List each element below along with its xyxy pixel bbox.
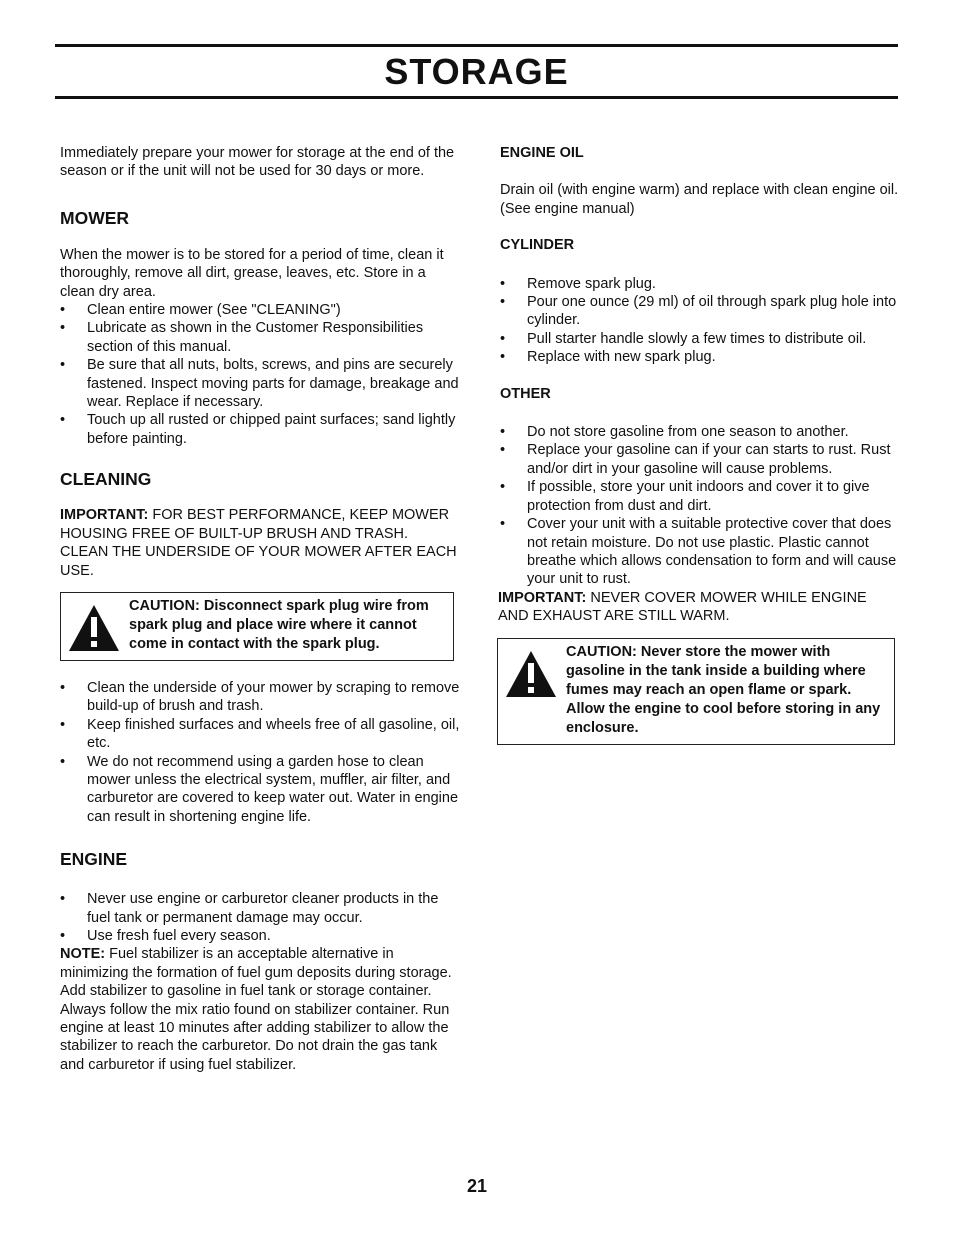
right-column [500,144,900,745]
important-text: FOR BEST PERFORMANCE, KEEP MOWER HOUSING FREE OF BUILT-UP BRUSH AND TRASH. CLEAN THE UNDERSIDE OF YOUR MOWER AFTER EACH USE. [60,507,457,579]
cylinder-heading: CYLINDER [500,237,575,254]
list-item: • If possible, store your unit indoors and cover it to give protection from dust and dirt. [500,478,900,515]
page-title: STORAGE [384,51,569,92]
list-item: • Remove spark plug. [500,275,900,293]
mower-text: When the mower is to be stored for a period of time, clean it thoroughly, remove all dirt, grease, leaves, etc. Store in a clean dry area. [60,246,444,300]
mower-list [60,301,460,448]
page-number: 21 [466,1176,488,1196]
important-label: IMPORTANT: [498,589,587,606]
list-item: • Replace with new spark plug. [500,348,900,366]
list-item: • Touch up all rusted or chipped paint surfaces; sand lightly before painting. [60,411,460,448]
engine-list [60,890,460,945]
list-item: • Do not store gasoline from one season to another. [500,423,900,441]
engine-oil-text: Drain oil (with engine warm) and replace with clean engine oil. (See engine manual) [500,182,899,217]
warning-triangle-icon [67,603,121,653]
warning-triangle-icon [504,649,558,699]
list-item: • Clean the underside of your mower by scraping to remove build-up of brush and trash. [60,679,460,716]
cleaning-heading: CLEANING [60,469,152,490]
list-item: • Be sure that all nuts, bolts, screws, and pins are securely fastened. Inspect moving parts for damage, breakage and wear. Replace if necessary. [60,356,460,411]
important-text: NEVER COVER MOWER WHILE ENGINE AND EXHAUST ARE STILL WARM. [498,589,867,625]
note-text: Fuel stabilizer is an acceptable alternative in minimizing the formation of fuel gum deposits during storage. Add stabilizer to gasoline in fuel tank or storage container. Always follow the mix ratio found on stabilizer container. Run engine at least 10 minutes after adding stabilizer to allow the stabilizer to reach the carburetor. Do not drain the gas tank and carburetor if using fuel stabilizer. [60,946,452,1073]
cleaning-list [60,679,460,826]
caution-box-gasoline [497,638,895,745]
other-heading: OTHER [500,385,551,402]
engine-heading: ENGINE [60,849,128,870]
caution-box-spark-plug [60,592,454,661]
cylinder-list [500,275,900,367]
caution-text: CAUTION: Disconnect spark plug wire from spark plug and place wire where it cannot come in contact with the spark plug. [129,597,429,652]
mower-heading: MOWER [60,207,130,228]
list-item: • Keep finished surfaces and wheels free of all gasoline, oil, etc. [60,716,460,753]
note-label: NOTE: [60,946,106,963]
other-list [500,423,900,589]
engine-note [60,945,460,1074]
caution-text: CAUTION: Never store the mower with gasoline in the tank inside a building where fumes may reach an open flame or spark. Allow the engine to cool before storing in any enclosure. [566,643,881,736]
list-item: • Lubricate as shown in the Customer Responsibilities section of this manual. [60,319,460,356]
list-item: • Use fresh fuel every season. [60,927,460,945]
list-item: • Replace your gasoline can if your can starts to rust. Rust and/or dirt in your gasoline will cause problems. [500,441,900,478]
list-item: • Pour one ounce (29 ml) of oil through spark plug hole into cylinder. [500,293,900,330]
intro-text: Immediately prepare your mower for storage at the end of the season or if the unit will not be used for 30 days or more. [60,145,455,180]
important-label: IMPORTANT: [60,507,149,524]
list-item: • We do not recommend using a garden hose to clean mower unless the electrical system, muffler, air filter, and carburetor are covered to keep water out. Water in engine can result in shortening engine life. [60,753,460,827]
list-item: • Clean entire mower (See "CLEANING") [60,301,460,319]
title-rule-top [55,44,898,47]
list-item: • Cover your unit with a suitable protective cover that does not retain moisture. Do not use plastic. Plastic cannot breathe which allows condensation to form and will cause your unit to rust. [500,515,900,589]
engine-oil-heading: ENGINE OIL [500,145,584,161]
title-rule-bottom [55,96,898,99]
cleaning-important [60,506,460,580]
left-column [60,144,460,1074]
other-important [498,589,900,626]
list-item: • Pull starter handle slowly a few times to distribute oil. [500,330,900,348]
list-item: • Never use engine or carburetor cleaner products in the fuel tank or permanent damage may occur. [60,890,460,927]
